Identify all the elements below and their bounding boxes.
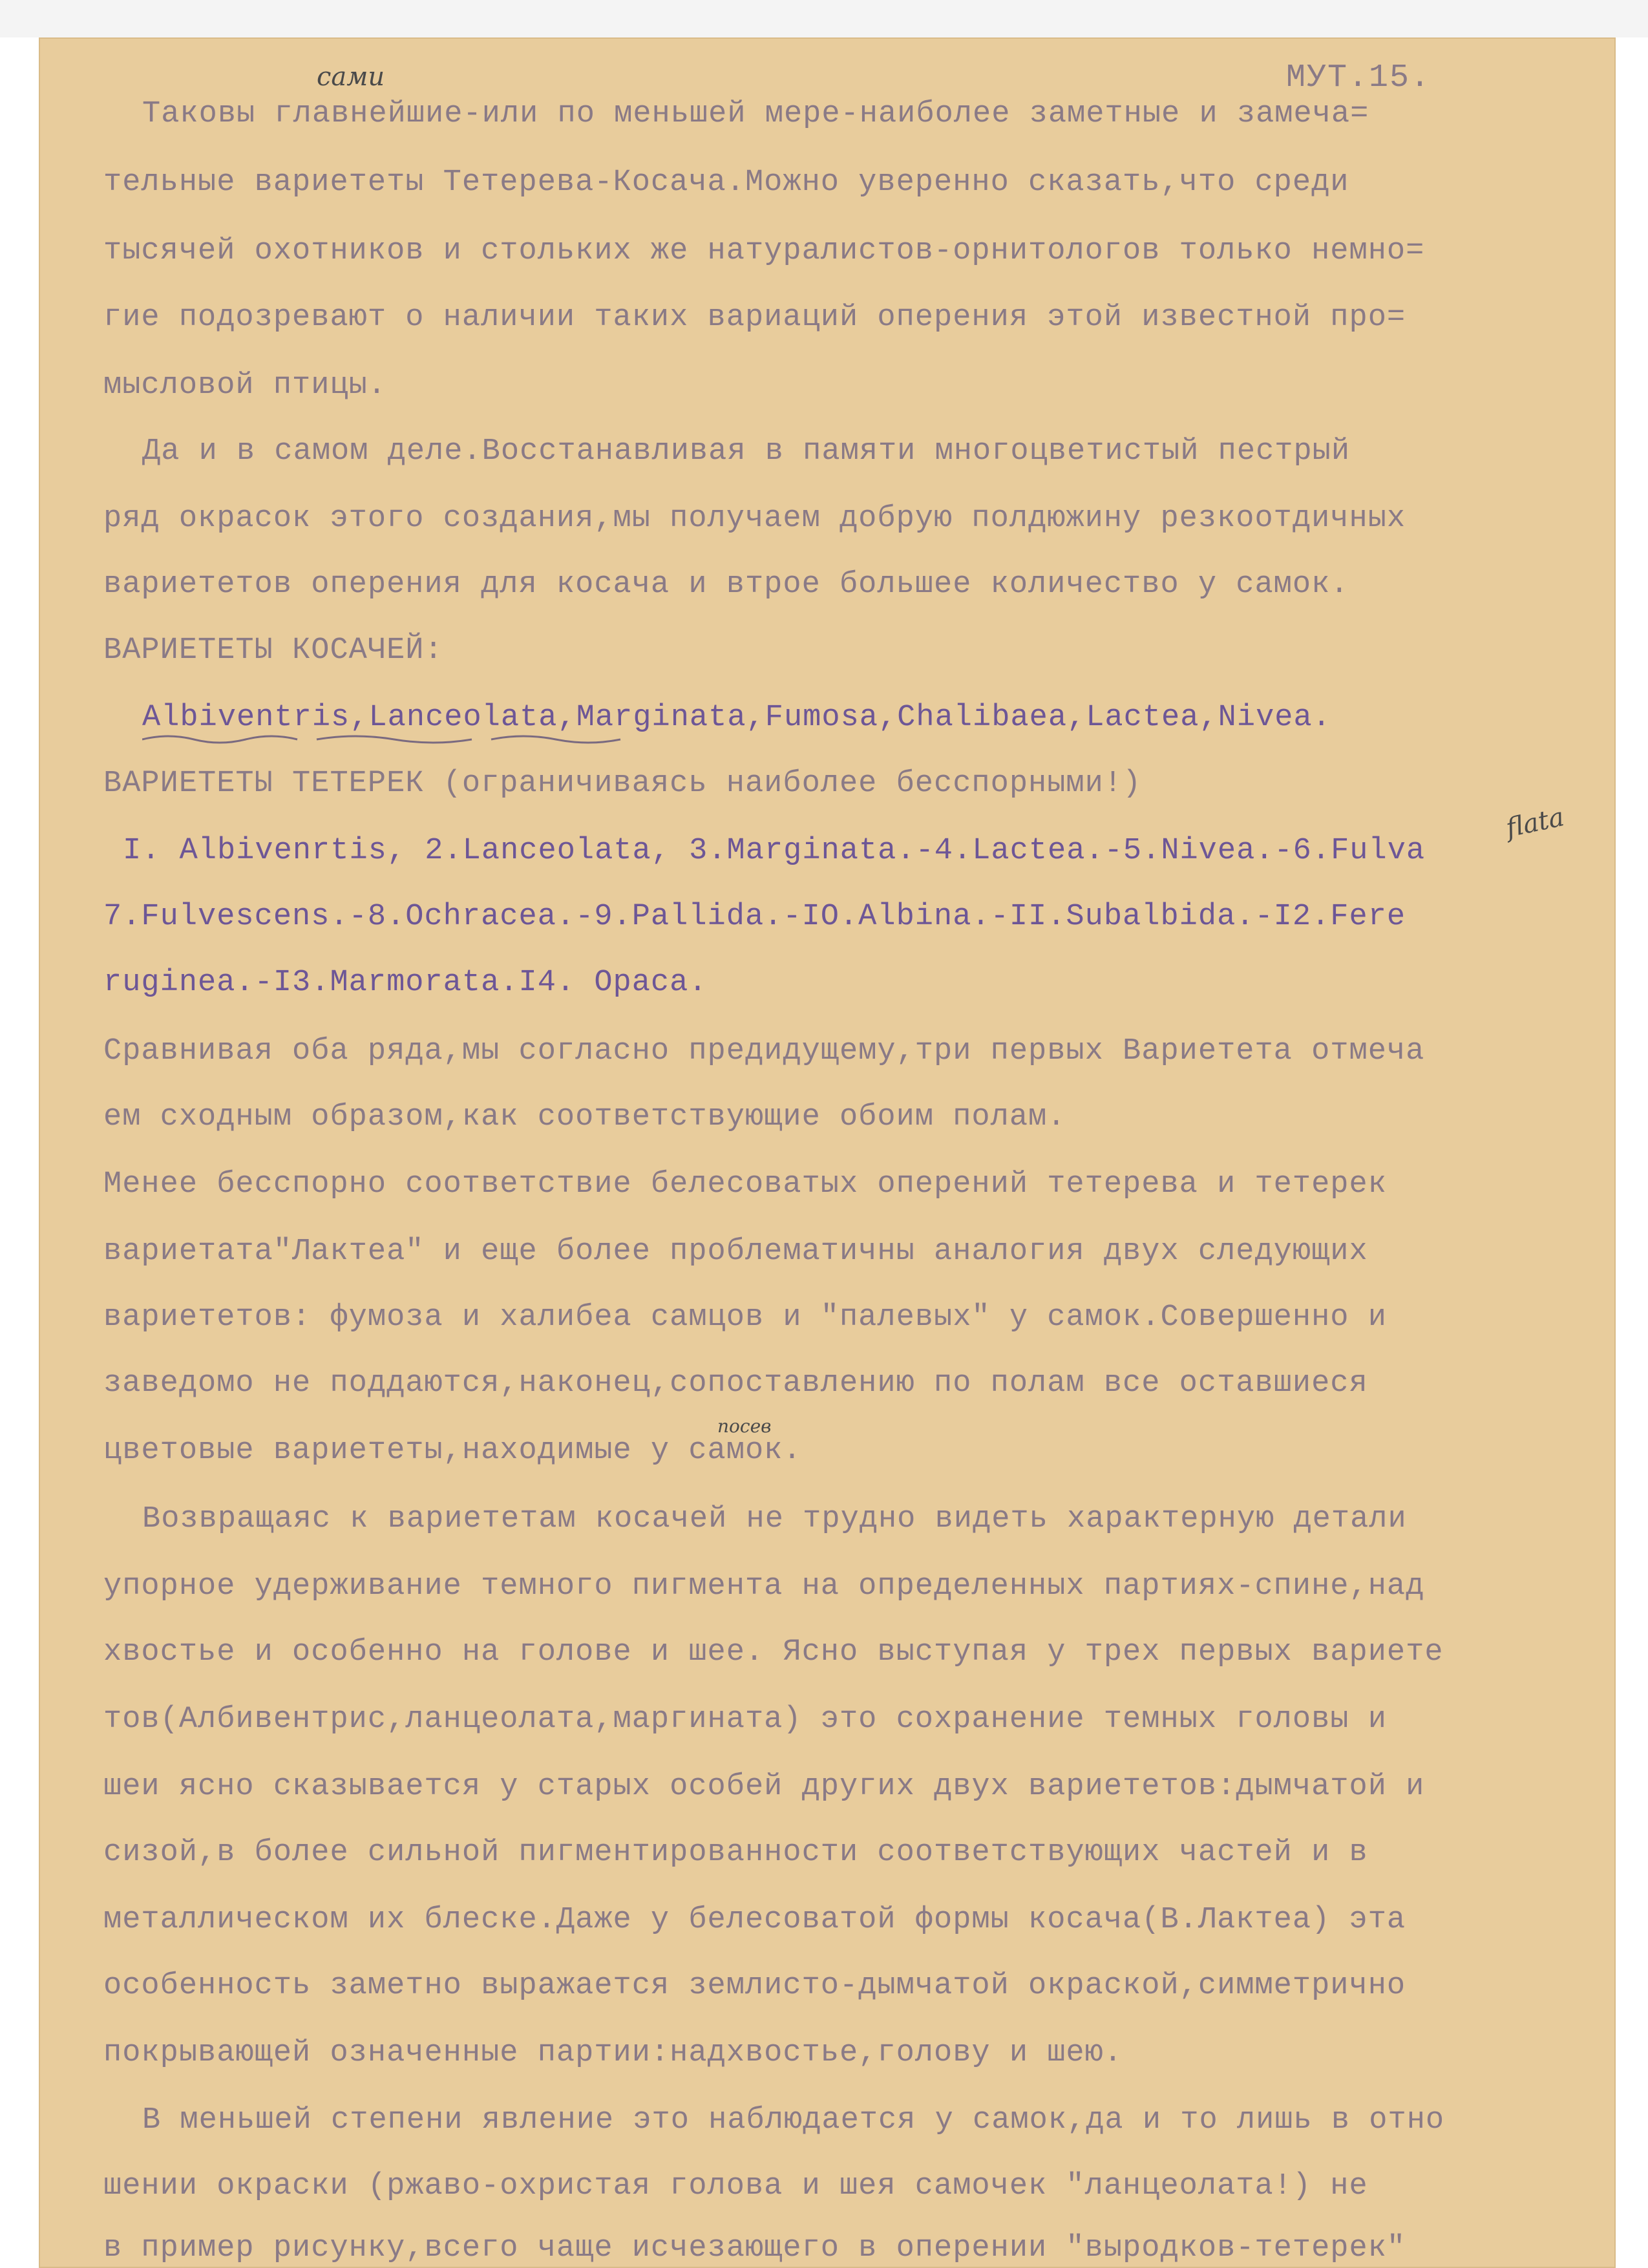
text-line: шеи ясно сказывается у старых особей других двух вариететов:дымчатой и — [103, 1770, 1425, 1804]
female-varieties-list: I. Albivenrtis, 2.Lanceolata, 3.Marginata.-4.Lactea.-5.Nivea.-6.Fulva — [123, 834, 1426, 868]
text-line: шении окраски (ржаво-охристая голова и шея самочек "ланцеолата!) не — [103, 2169, 1368, 2203]
female-varieties-list: ruginea.-I3.Marmorata.I4. Opaca. — [103, 966, 708, 1000]
text-line: вариетата"Лактеа" и еще более проблематичны аналогия двух следующих — [103, 1235, 1368, 1269]
female-varieties-list: 7.Fulvescens.-8.Ochracea.-9.Pallida.-IO.Albina.-II.Subalbida.-I2.Fere — [103, 900, 1406, 934]
text-line: тысячей охотников и стольких же натуралистов-орнитологов только немно= — [103, 234, 1425, 268]
text-line: Да и в самом деле.Восстанавливая в памяти многоцветистый пестрый — [142, 434, 1351, 469]
text-line: ряд окрасок этого создания,мы получаем добрую полдюжину резкоотдичных — [103, 502, 1406, 536]
text-line: гие подозревают о наличии таких вариаций оперения этой известной про= — [103, 301, 1406, 335]
text-line: особенность заметно выражается землисто-дымчатой окраской,симметрично — [103, 1969, 1406, 2003]
page-number: МУТ.15. — [1286, 59, 1431, 96]
text-line: тельные вариететы Тетерева-Косача.Можно уверенно сказать,что среди — [103, 165, 1349, 200]
section-heading: ВАРИЕТЕТЫ КОСАЧЕЙ: — [103, 633, 443, 668]
text-line: сизой,в более сильной пигментированности соответствующих частей и в — [103, 1836, 1368, 1870]
male-varieties-list: Albiventris,Lanceolata,Marginata,Fumosa,Chalibaea,Lactea,Nivea. — [142, 701, 1331, 735]
text-line: в пример рисунку,всего чаще исчезающего в оперении "выродков-тетерек" — [103, 2231, 1406, 2265]
text-line: Менее бесспорно соответствие белесоватых оперений тетерева и тетерек — [103, 1167, 1387, 1202]
text-line: мысловой птицы. — [103, 368, 387, 403]
text-line: вариететов: фумоза и халибеа самцов и "палевых" у самок.Совершенно и — [103, 1300, 1387, 1335]
text-line: хвостье и особенно на голове и шее. Ясно выступая у трех первых вариете — [103, 1635, 1444, 1669]
text-line: Таковы главнейшие-или по меньшей мере-наиболее заметные и замеча= — [142, 97, 1369, 131]
underline-squiggle — [142, 733, 1112, 746]
text-line: покрывающей означенные партии:надхвостье,голову и шею. — [103, 2036, 1123, 2070]
handwritten-insert-top: сами — [317, 62, 385, 92]
scan-top-margin — [0, 0, 1648, 37]
text-line: Сравнивая оба ряда,мы согласно предидущему,три первых Вариетета отмеча — [103, 1034, 1425, 1068]
handwritten-margin-note: flata — [1503, 802, 1567, 843]
handwritten-insert-small: посев — [717, 1415, 772, 1437]
text-line: металлическом их блеске.Даже у белесоватой формы косача(В.Лактеа) эта — [103, 1903, 1406, 1937]
text-line: заведомо не поддаются,наконец,сопоставлению по полам все оставшиеся — [103, 1366, 1368, 1401]
text-line: цветовые вариететы,находимые у самок. — [103, 1434, 802, 1468]
text-line: Возвращаяс к вариететам косачей не трудно видеть характерную детали — [142, 1502, 1407, 1536]
text-line: ем сходным образом,как соответствующие обоим полам. — [103, 1100, 1066, 1134]
text-line: вариететов оперения для косача и втрое большее количество у самок. — [103, 567, 1349, 602]
text-line: В меньшей степени явление это наблюдается у самок,да и то лишь в отно — [142, 2103, 1445, 2137]
text-line: упорное удерживание темного пигмента на определенных партиях-спине,над — [103, 1569, 1425, 1604]
section-heading: ВАРИЕТЕТЫ ТЕТЕРЕК (ограничиваясь наиболее бесспорными!) — [103, 767, 1142, 801]
text-line: тов(Албивентрис,ланцеолата,маргината) это сохранение темных головы и — [103, 1702, 1387, 1737]
